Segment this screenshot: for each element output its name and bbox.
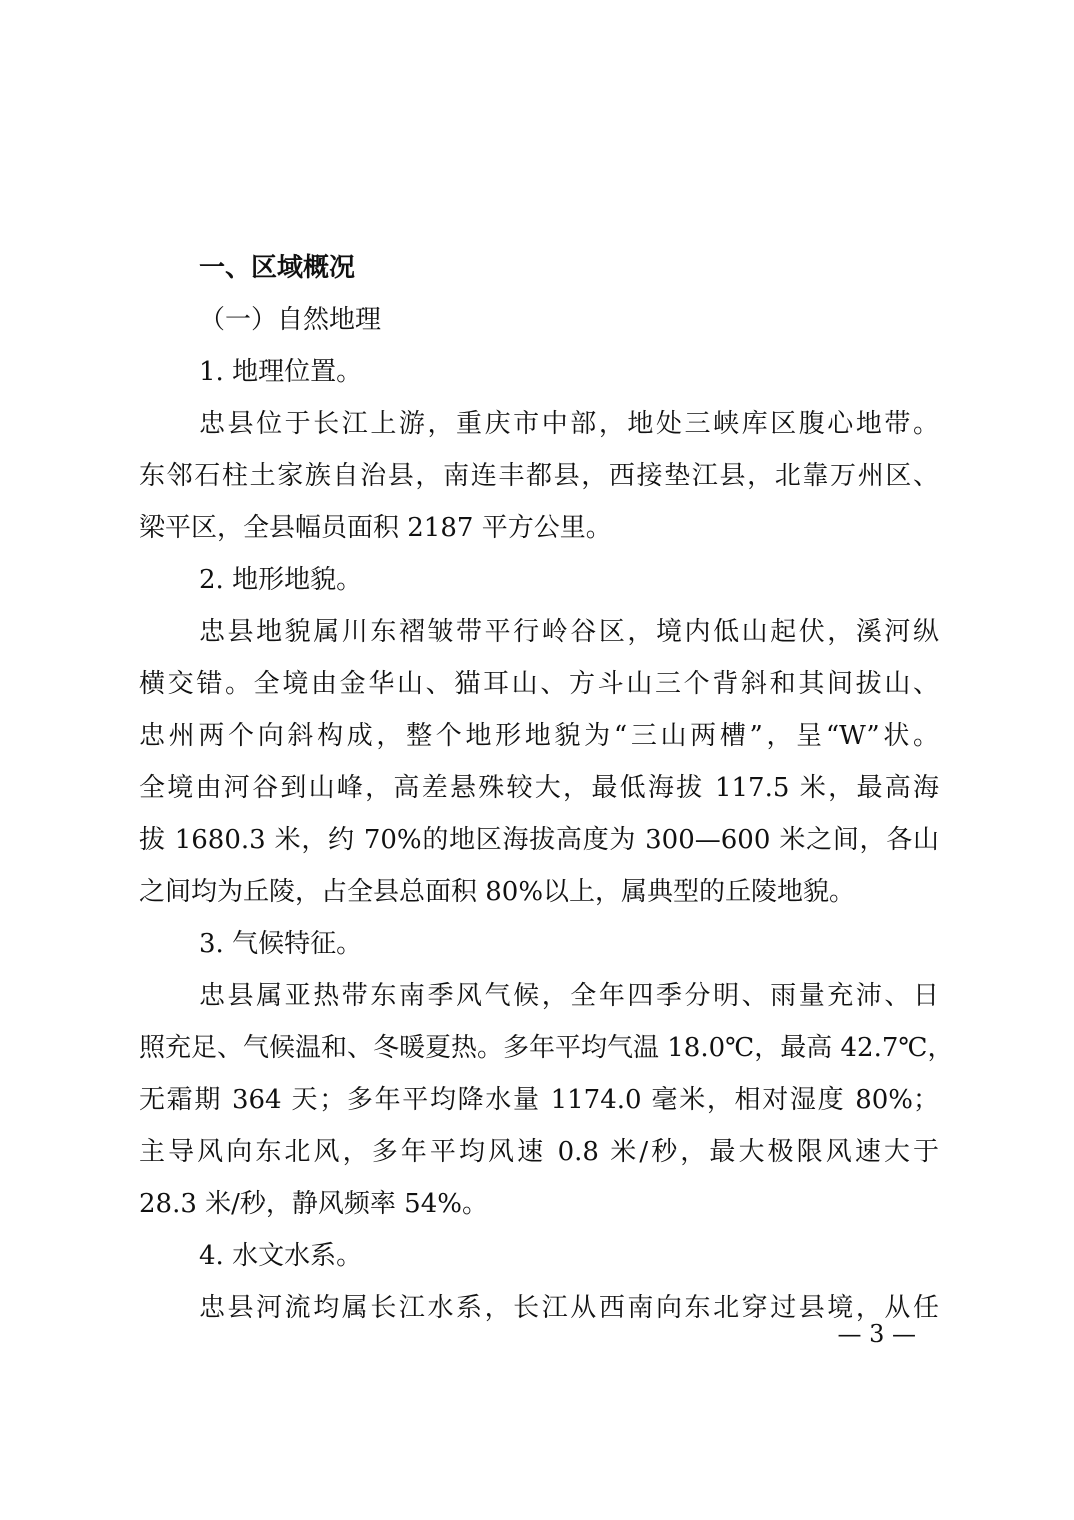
item-heading-location: 1. 地理位置。 [199,357,363,387]
paragraph-line: 忠县地貌属川东褶皱带平行岭谷区，境内低山起伏，溪河纵 [199,617,939,647]
item-heading-terrain: 2. 地形地貌。 [199,565,363,595]
paragraph-terrain [139,606,939,918]
paragraph-line: 忠州两个向斜构成，整个地形地貌为“三山两槽”，呈“W”状。 [139,721,939,751]
paragraph-climate [139,970,954,1230]
paragraph-location [139,398,939,554]
paragraph-line: 横交错。全境由金华山、猫耳山、方斗山三个背斜和其间拔山、 [139,669,939,699]
paragraph-line: 之间均为丘陵，占全县总面积 80%以上，属典型的丘陵地貌。 [139,877,856,907]
section-heading: 一、区域概况 [199,253,356,283]
subsection-heading: （一）自然地理 [199,305,382,335]
paragraph-line: 全境由河谷到山峰，高差悬殊较大，最低海拔 117.5 米，最高海 [139,773,939,803]
paragraph-line: 忠县属亚热带东南季风气候，全年四季分明、雨量充沛、日 [199,981,939,1011]
document-body [139,242,954,1334]
paragraph-line: 忠县河流均属长江水系，长江从西南向东北穿过县境，从任 [199,1293,939,1323]
paragraph-line: 照充足、气候温和、冬暖夏热。多年平均气温 18.0℃，最高 42.7℃， [139,1033,954,1063]
page-number: — 3 — [837,1320,916,1348]
paragraph-line: 忠县位于长江上游，重庆市中部，地处三峡库区腹心地带。 [199,409,939,439]
paragraph-line: 无霜期 364 天；多年平均降水量 1174.0 毫米，相对湿度 80%； [139,1085,939,1115]
paragraph-line: 拔 1680.3 米，约 70%的地区海拔高度为 300—600 米之间，各山 [139,825,939,855]
paragraph-line: 主导风向东北风，多年平均风速 0.8 米/秒，最大极限风速大于 [139,1137,939,1167]
item-heading-hydrology: 4. 水文水系。 [199,1241,363,1271]
paragraph-hydrology [139,1282,939,1334]
paragraph-line: 东邻石柱土家族自治县，南连丰都县，西接垫江县，北靠万州区、 [139,461,939,491]
paragraph-line: 28.3 米/秒，静风频率 54%。 [139,1189,488,1219]
item-heading-climate: 3. 气候特征。 [199,929,363,959]
paragraph-line: 梁平区，全县幅员面积 2187 平方公里。 [139,513,612,543]
